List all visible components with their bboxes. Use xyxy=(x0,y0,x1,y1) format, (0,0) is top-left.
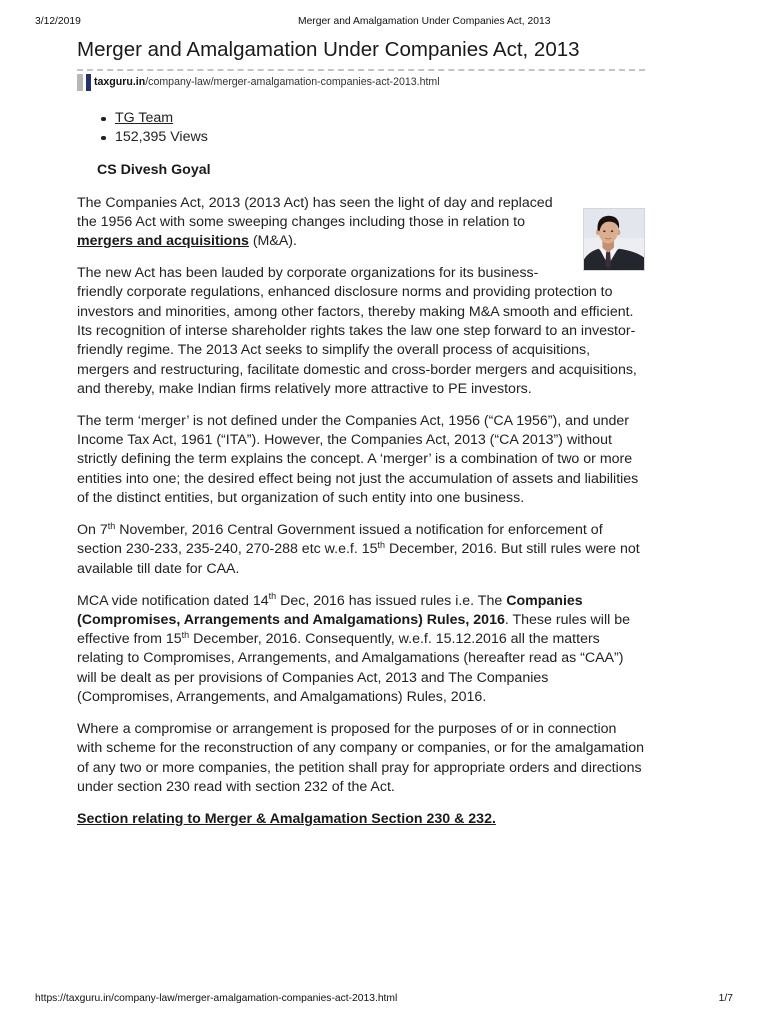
paragraph xyxy=(77,720,645,797)
text-line xyxy=(77,361,645,380)
text-run: of any two or more companies, the petition shall pray for appropriate orders and directions xyxy=(77,759,642,776)
text-line xyxy=(77,592,645,611)
text-run: The new Act has been lauded by corporate organizations for its business- xyxy=(77,265,539,282)
view-count: 152,395 Views xyxy=(115,128,208,145)
text-line xyxy=(77,649,645,668)
bullet-icon xyxy=(101,136,106,141)
page-number: 1/7 xyxy=(718,993,733,1004)
text-line xyxy=(77,540,645,559)
text-line xyxy=(77,521,645,540)
dashed-divider xyxy=(77,69,645,71)
text-line xyxy=(77,489,645,508)
text-run: On 7 xyxy=(77,522,108,539)
ordinal-suffix: th xyxy=(268,591,277,602)
text-line xyxy=(77,669,645,688)
author-link[interactable]: TG Team xyxy=(115,109,174,126)
text-run: Its recognition of interse shareholder rights takes the law one step forward to an investor- xyxy=(77,322,636,339)
text-run: entities into one; the desired effect being not just the accumulation of assets and liabilities xyxy=(77,470,639,487)
list-item xyxy=(97,109,208,128)
text-run: The Companies Act, 2013 (2013 Act) has seen the light of day and replaced xyxy=(77,194,553,211)
text-run: . These rules will be xyxy=(504,611,630,628)
source-bar-light xyxy=(77,74,83,91)
ordinal-suffix: th xyxy=(377,539,386,550)
text-run: effective from 15 xyxy=(77,631,182,648)
source-url[interactable] xyxy=(94,74,440,91)
text-run: section 230-233, 235-240, 270-288 etc w.e.f. 15 xyxy=(77,541,378,558)
text-run: MCA vide notification dated 14 xyxy=(77,592,269,609)
text-run: Where a compromise or arrangement is proposed for the purposes of or in connection xyxy=(77,721,617,738)
text-run: mergers and restructuring, facilitate domestic and cross-border mergers and acquisitions, xyxy=(77,361,637,378)
section-heading: Section relating to Merger & Amalgamation Section 230 & 232. xyxy=(77,810,496,827)
text-run: friendly corporate regulations, enhanced disclosure norms and providing protection to xyxy=(77,284,613,301)
text-run: available till date for CAA. xyxy=(77,560,240,577)
ordinal-suffix: th xyxy=(107,520,116,531)
text-line xyxy=(77,630,645,649)
text-line xyxy=(77,720,645,739)
text-run: of the distinct entities, but organization of such entity into one business. xyxy=(77,490,525,507)
article-paragraphs xyxy=(77,194,645,798)
text-line xyxy=(77,380,645,399)
article-meta-list xyxy=(97,109,208,148)
source-domain: taxguru.in xyxy=(94,76,146,88)
text-line xyxy=(77,341,645,360)
source-bar-dark xyxy=(86,74,91,91)
author-name: CS Divesh Goyal xyxy=(97,161,211,178)
text-line xyxy=(77,322,645,341)
text-run: and thereby, make Indian firms relatively more attractive to PE investors. xyxy=(77,380,532,397)
text-line xyxy=(77,232,645,251)
source-line xyxy=(77,74,645,91)
text-line xyxy=(77,194,645,213)
text-run: investors and minorities, among other factors, thereby making M&A smooth and efficient. xyxy=(77,303,634,320)
text-run: December, 2016. But still rules were not xyxy=(385,541,640,558)
text-line xyxy=(77,412,645,431)
text-line xyxy=(77,303,645,322)
text-line xyxy=(77,778,645,797)
text-line xyxy=(77,470,645,489)
text-line xyxy=(77,688,645,707)
print-footer-url: https://taxguru.in/company-law/merger-amalgamation-companies-act-2013.html xyxy=(35,993,398,1004)
text-run: friendly regime. The 2013 Act seeks to simplify the overall process of acquisitions, xyxy=(77,342,591,359)
text-line xyxy=(77,739,645,758)
print-header-title: Merger and Amalgamation Under Companies Act, 2013 xyxy=(298,16,551,27)
text-run: December, 2016. Consequently, w.e.f. 15.12.2016 all the matters xyxy=(189,631,600,648)
paragraph xyxy=(77,592,645,708)
paragraph xyxy=(77,194,645,252)
text-run: strictly defining the term explains the concept. A ‘merger’ is a combination of two or more xyxy=(77,451,633,468)
text-run: under section 230 read with section 232 of the Act. xyxy=(77,778,395,795)
text-run: November, 2016 Central Government issued a notification for enforcement of xyxy=(115,522,603,539)
text-run: The term ‘merger’ is not defined under the Companies Act, 1956 (“CA 1956”), and under xyxy=(77,412,630,429)
page-title: Merger and Amalgamation Under Companies Act, 2013 xyxy=(77,38,580,61)
text-line xyxy=(77,450,645,469)
text-run: (Compromises, Arrangements, and Amalgamations) Rules, 2016. xyxy=(77,689,487,706)
text-line xyxy=(77,431,645,450)
text-line xyxy=(77,213,645,232)
text-run: relating to Compromises, Arrangements, and Amalgamations (hereafter read as “CAA”) xyxy=(77,650,624,667)
text-run: Income Tax Act, 1961 (“ITA”). However, the Companies Act, 2013 (“CA 2013”) without xyxy=(77,432,612,449)
text-run: Dec, 2016 has issued rules i.e. The xyxy=(276,592,507,609)
text-run: (M&A). xyxy=(248,233,297,250)
bold-text: Companies xyxy=(506,592,583,609)
text-line xyxy=(77,560,645,579)
paragraph xyxy=(77,264,645,399)
inline-link[interactable]: mergers and acquisitions xyxy=(77,233,249,250)
text-line xyxy=(77,283,645,302)
text-run: with scheme for the reconstruction of any company or companies, or for the amalgamation xyxy=(77,740,644,757)
print-date: 3/12/2019 xyxy=(35,16,81,27)
text-line xyxy=(77,611,645,630)
paragraph xyxy=(77,521,645,579)
text-line xyxy=(77,759,645,778)
ordinal-suffix: th xyxy=(181,629,190,640)
text-run: will be dealt as per provisions of Companies Act, 2013 and The Companies xyxy=(77,669,549,686)
text-line xyxy=(77,264,645,283)
text-run: the 1956 Act with some sweeping changes including those in relation to xyxy=(77,213,525,230)
article-body xyxy=(77,194,645,830)
list-item xyxy=(97,128,208,147)
source-path: /company-law/merger-amalgamation-companies-act-2013.html xyxy=(145,76,440,88)
bold-text: (Compromises, Arrangements and Amalgamations) Rules, 2016 xyxy=(77,611,505,628)
paragraph xyxy=(77,412,645,508)
bullet-icon xyxy=(101,117,106,122)
